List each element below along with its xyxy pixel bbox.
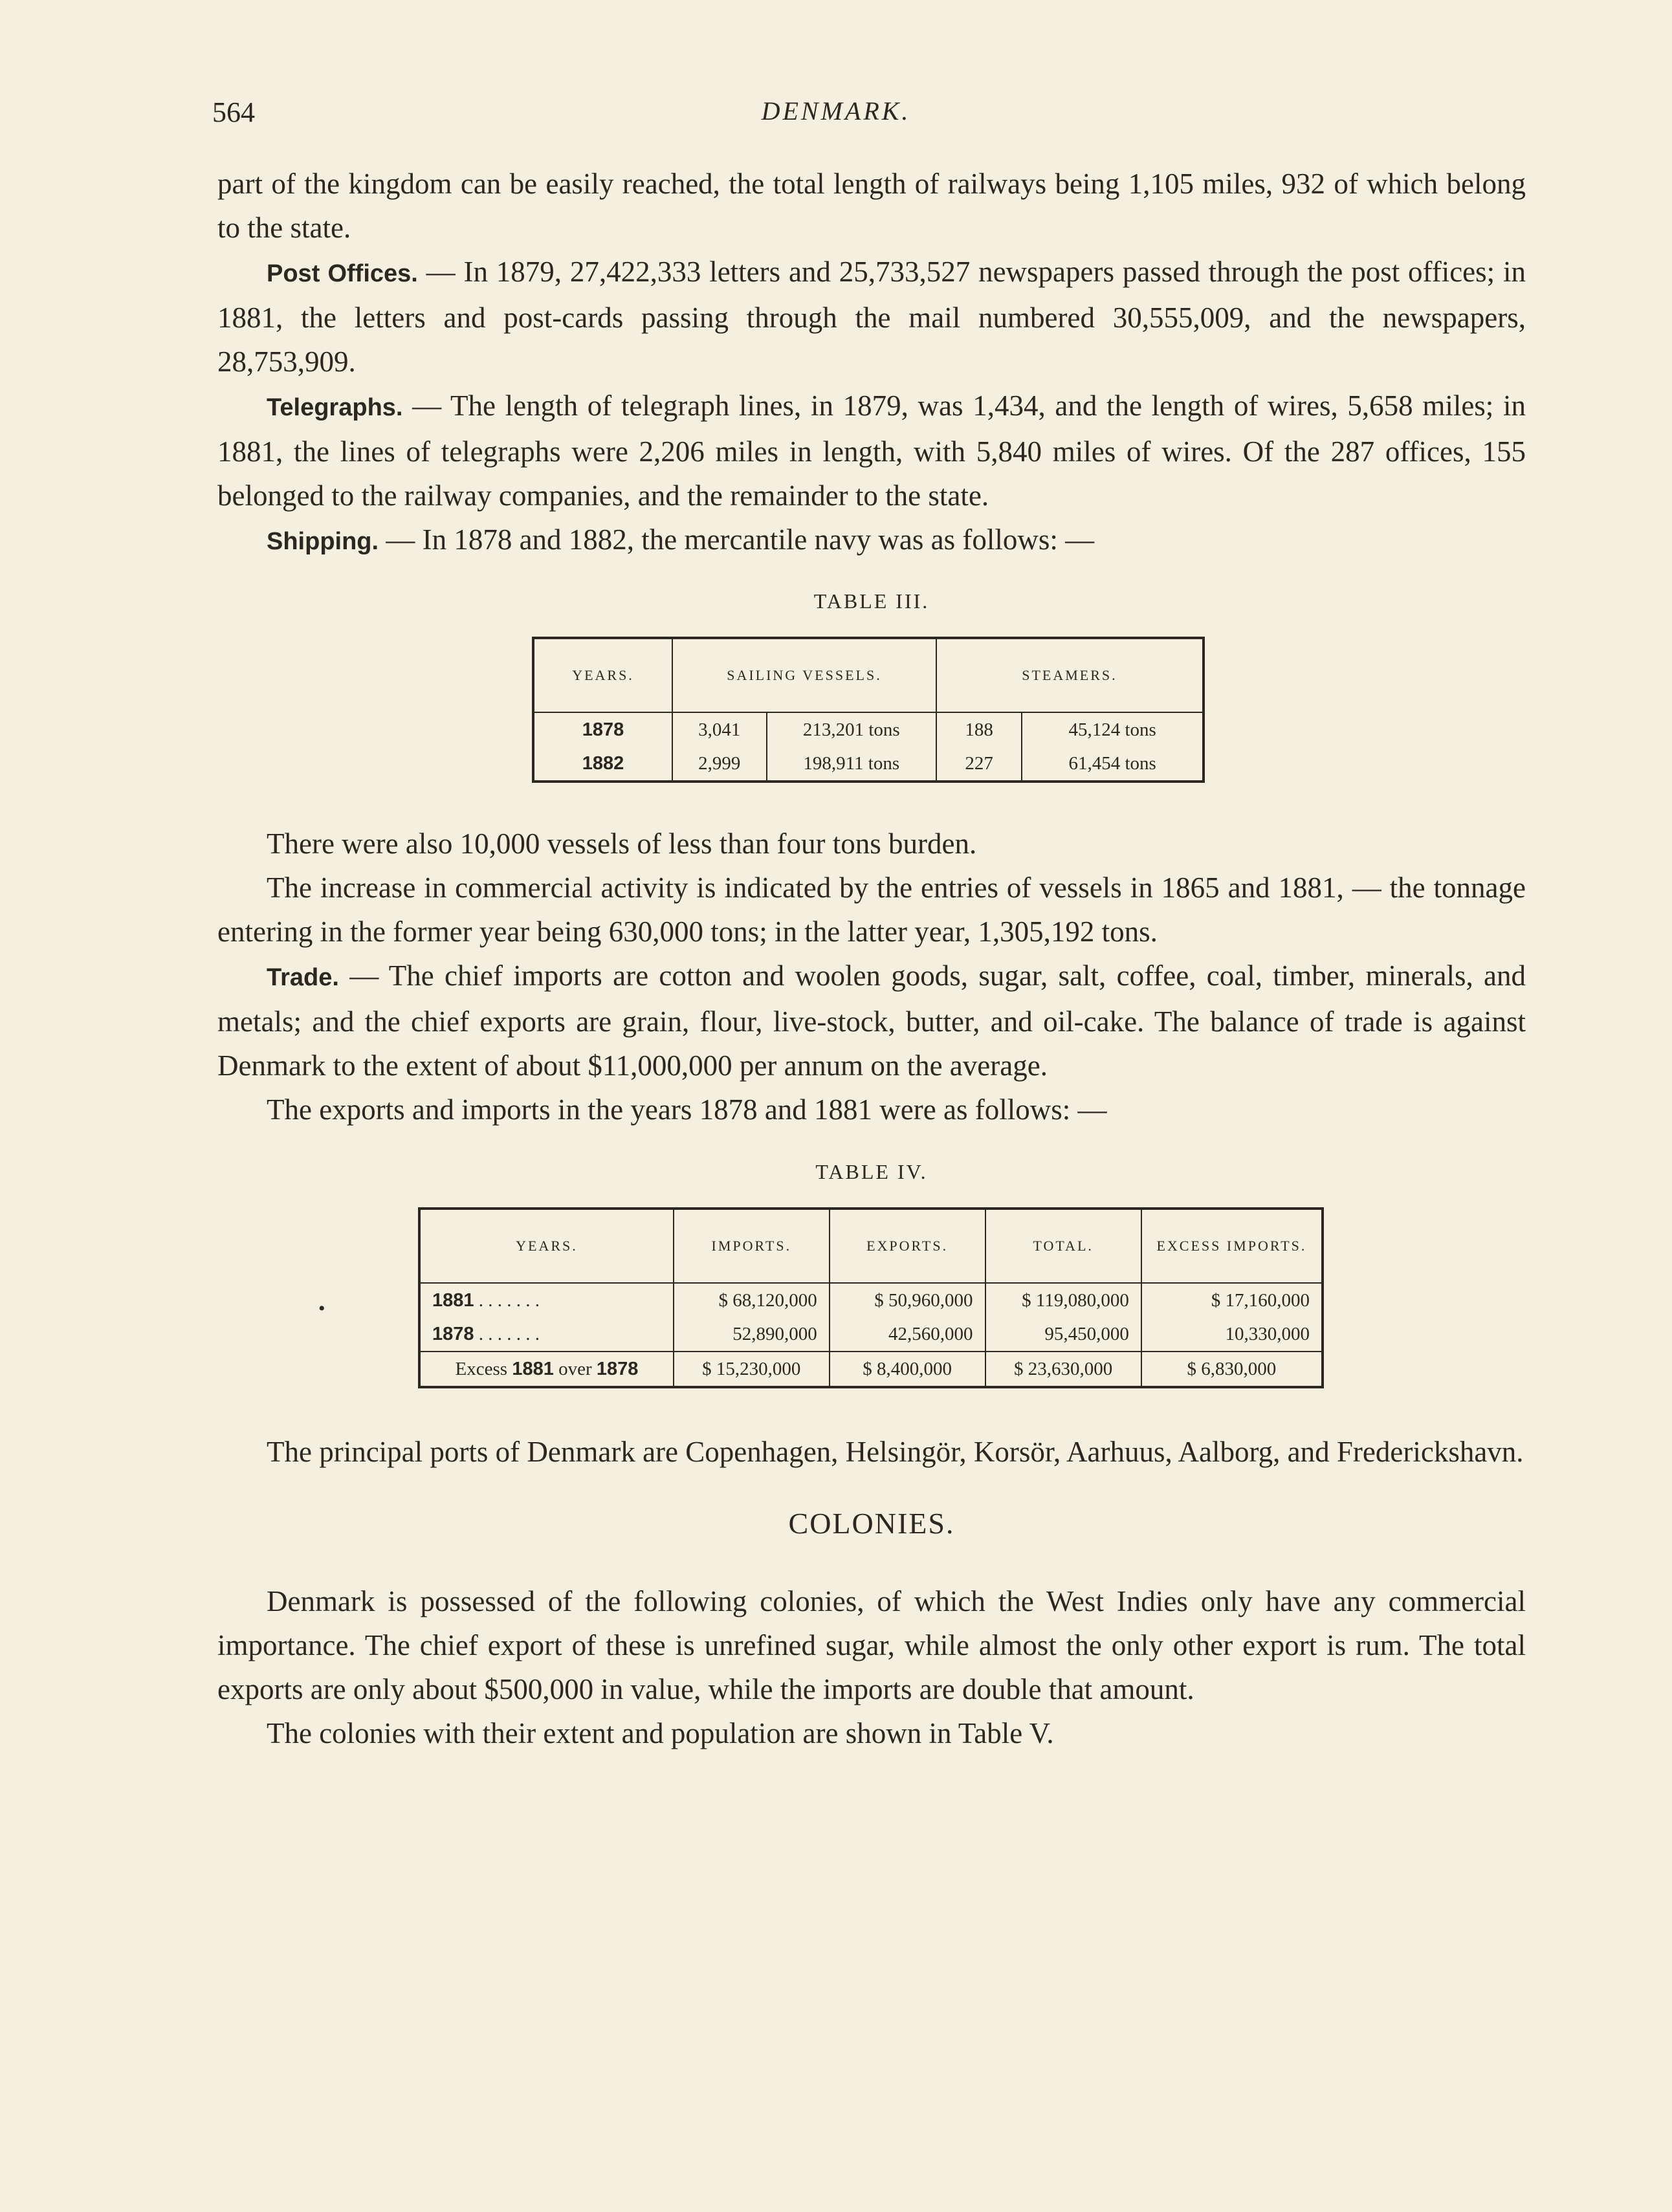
running-head [0, 96, 1672, 135]
lead-post-offices: Post Offices. [267, 260, 418, 287]
table3-steam-tons: 61,454 tons [1022, 747, 1204, 782]
table4-leader: . . . . . . . [478, 1289, 540, 1311]
paragraph-small-vessels: There were also 10,000 vessels of less than four tons burden. [267, 827, 977, 860]
table4-summary-label [419, 1352, 674, 1387]
lead-shipping: Shipping. [267, 528, 379, 555]
table4-year: 1878 [432, 1323, 474, 1344]
table3 [532, 637, 1205, 783]
table3-steam-count: 188 [936, 712, 1022, 747]
table-row [419, 1283, 1323, 1317]
table4-header-imports: IMPORTS. [674, 1209, 830, 1283]
table4-summary-row [419, 1352, 1323, 1387]
paragraph-shipping [217, 518, 1526, 564]
table4-year-cell [419, 1283, 674, 1317]
stray-mark: • [318, 1298, 325, 1319]
table4-header-row [419, 1209, 1323, 1283]
table4 [418, 1207, 1324, 1388]
table4-header-years: YEARS. [419, 1209, 674, 1283]
running-title: DENMARK. [761, 96, 911, 126]
table4-total: 95,450,000 [985, 1317, 1141, 1352]
table4-header-total: TOTAL. [985, 1209, 1141, 1283]
table4-total: $ 119,080,000 [985, 1283, 1141, 1317]
paragraph-table-v: The colonies with their extent and population are shown in Table V. [267, 1717, 1054, 1749]
summary-label-year2: 1878 [596, 1358, 639, 1379]
table3-sail-tons: 198,911 tons [767, 747, 936, 782]
table4-summary-total: $ 23,630,000 [985, 1352, 1141, 1387]
table3-year: 1878 [582, 719, 624, 740]
table-row [533, 747, 1204, 782]
paragraph-telegraphs [217, 384, 1526, 518]
table4-imports: 52,890,000 [674, 1317, 830, 1352]
table4-leader: . . . . . . . [478, 1323, 540, 1344]
table3-sail-count: 2,999 [672, 747, 767, 782]
lead-telegraphs: Telegraphs. [267, 394, 403, 421]
summary-label-year1: 1881 [512, 1358, 554, 1379]
table3-header-sailing: SAILING VESSELS. [672, 638, 936, 712]
paragraph-colonies: Denmark is possessed of the following colonies, of which the West Indies only have any commercial importance. The chief export of these is unrefined sugar, while almost the only other export is rum. The total exports are only about $500,000 in value, while the imports are double that amount. [217, 1585, 1526, 1705]
text-telegraphs: — The length of telegraph lines, in 1879, was 1,434, and the length of wires, 5,658 miles; in 1881, the lines of telegraphs were 2,206 miles in length, with 5,840 miles of wires. Of the 287 offices, 155 belonged to the railway companies, and the remainder to the state. [217, 389, 1526, 512]
table4-summary-imports: $ 15,230,000 [674, 1352, 830, 1387]
paragraph-ports: The principal ports of Denmark are Copenhagen, Helsingör, Korsör, Aarhuus, Aalborg, and Frederickshavn. [267, 1436, 1524, 1468]
table4-excess: $ 17,160,000 [1141, 1283, 1323, 1317]
table3-sail-count: 3,041 [672, 712, 767, 747]
table4-imports: $ 68,120,000 [674, 1283, 830, 1317]
paragraph-trade [217, 954, 1526, 1088]
table4-header-exports: EXPORTS. [830, 1209, 985, 1283]
summary-label-mid: over [553, 1358, 597, 1379]
table3-header-years: YEARS. [533, 638, 672, 712]
paragraph-commercial-activity: The increase in commercial activity is indicated by the entries of vessels in 1865 and 1881, — the tonnage entering in the former year being 630,000 tons; in the latter year, 1,305,192 tons. [217, 871, 1526, 948]
table4-summary-excess: $ 6,830,000 [1141, 1352, 1323, 1387]
table3-steam-count: 227 [936, 747, 1022, 782]
text-post-offices: — In 1879, 27,422,333 letters and 25,733,527 newspapers passed through the post offices; in 1881, the letters and post-cards passing through the mail numbered 30,555,009, and the newspapers, 28,753,909. [217, 256, 1526, 378]
text-trade: — The chief imports are cotton and woolen goods, sugar, salt, coffee, coal, timber, minerals, and metals; and the chief exports are grain, flour, live-stock, butter, and oil-cake. The balance of trade is against Denmark to the extent of about $11,000,000 per annum on the average. [217, 959, 1526, 1082]
table4-header-excess: EXCESS IMPORTS. [1141, 1209, 1323, 1283]
body-text [217, 162, 1526, 1755]
table4-year-cell [419, 1317, 674, 1352]
table4-caption: TABLE IV. [815, 1160, 928, 1183]
table4-summary-exports: $ 8,400,000 [830, 1352, 985, 1387]
lead-trade: Trade. [267, 964, 339, 991]
table4-exports: $ 50,960,000 [830, 1283, 985, 1317]
table-row [419, 1317, 1323, 1352]
table4-exports: 42,560,000 [830, 1317, 985, 1352]
paragraph-exports-imports: The exports and imports in the years 1878 and 1881 were as follows: — [267, 1093, 1107, 1126]
table3-sail-tons: 213,201 tons [767, 712, 936, 747]
table3-header-steamers: STEAMERS. [936, 638, 1204, 712]
table4-year: 1881 [432, 1289, 474, 1311]
text-shipping: — In 1878 and 1882, the mercantile navy was as follows: — [379, 523, 1095, 556]
table-row [533, 712, 1204, 747]
table3-caption: TABLE III. [813, 589, 930, 613]
paragraph-post-offices [217, 250, 1526, 384]
table3-year: 1882 [582, 752, 624, 774]
colonies-heading: COLONIES. [788, 1507, 955, 1540]
table4-excess: 10,330,000 [1141, 1317, 1323, 1352]
summary-label-pre: Excess [455, 1358, 512, 1379]
paragraph-railways: part of the kingdom can be easily reached, the total length of railways being 1,105 miles, 932 of which belong to the state. [217, 168, 1526, 244]
page-number: 564 [212, 96, 255, 128]
table3-header-row [533, 638, 1204, 712]
table3-steam-tons: 45,124 tons [1022, 712, 1204, 747]
